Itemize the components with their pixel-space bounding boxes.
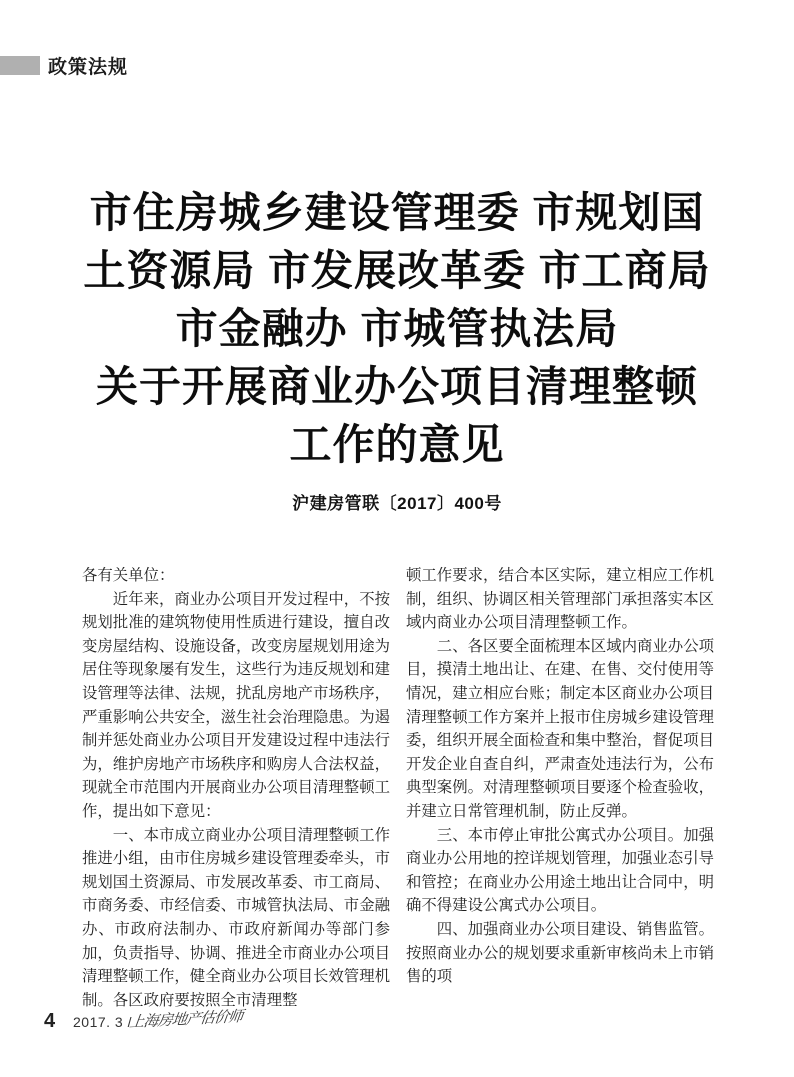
title-line-1: 市住房城乡建设管理委 市规划国	[89, 189, 705, 236]
paragraph-item-3: 三、本市停止审批公寓式办公项目。加强商业办公用地的控详规划管理，加强业态引导和管控；在商业办公用途土地出让合同中，明确不得建设公寓式办公项目。	[406, 826, 714, 915]
title-line-5: 工作的意见	[289, 421, 505, 468]
page-number: 4	[44, 1010, 56, 1032]
body-columns	[82, 564, 714, 1012]
title-line-4: 关于开展商业办公项目清理整顿	[95, 363, 698, 410]
title-line-2: 土资源局 市发展改革委 市工商局	[83, 247, 711, 294]
body-column-left	[82, 564, 390, 1012]
paragraph-item-1: 一、本市成立商业办公项目清理整顿工作推进小组，由市住房城乡建设管理委牵头，市规划国土资源局、市发展改革委、市工商局、市商务委、市经信委、市城管执法局、市金融办、市政府法制办、市政府新闻办等部门参加，负责指导、协调、推进全市商业办公项目清理整顿工作，健全商业办公项目长效管理机制。各区政府要按照全市清理整	[82, 826, 390, 1009]
salutation: 各有关单位：	[82, 567, 175, 584]
paragraph-item-1-continued: 顿工作要求，结合本区实际，建立相应工作机制，组织、协调区相关管理部门承担落实本区域内商业办公项目清理整顿工作。	[406, 567, 714, 632]
body-column-right	[406, 564, 714, 1012]
section-header	[0, 52, 128, 79]
paragraph-item-2: 二、各区要全面梳理本区域内商业办公项目，摸清土地出让、在建、在售、交付使用等情况，建立相应台账；制定本区商业办公项目清理整顿工作方案并上报市住房城乡建设管理委，组织开展全面检查和集中整治，督促项目开发企业自查自纠，严肃查处违法行为，公布典型案例。对清理整顿项目要逐个检查验收，并建立日常管理机制，防止反弹。	[406, 637, 714, 820]
document-number: 沪建房管联〔2017〕400号	[292, 494, 502, 513]
issue-label: 2017. 3 /	[73, 1014, 132, 1030]
paragraph-intro: 近年来，商业办公项目开发过程中，不按规划批准的建筑物使用性质进行建设，擅自改变房屋结构、设施设备，改变房屋规划用途为居住等现象屡有发生，这些行为违反规划和建设管理等法律、法规，扰乱房地产市场秩序，严重影响公共安全，滋生社会治理隐患。为遏制并惩处商业办公项目开发建设过程中违法行为，维护房地产市场秩序和购房人合法权益，现就全市范围内开展商业办公项目清理整顿工作，提出如下意见：	[82, 590, 390, 820]
title-line-3: 市金融办 市城管执法局	[175, 305, 619, 352]
journal-calligraphy-logo: 上海房地产估价师	[128, 1007, 244, 1031]
paragraph-item-4: 四、加强商业办公项目建设、销售监管。按照商业办公的规划要求重新审核尚未上市销售的项	[406, 920, 714, 986]
section-label: 政策法规	[48, 57, 129, 78]
page-footer	[0, 1006, 794, 1046]
document-title	[40, 184, 754, 474]
section-marker-block	[0, 56, 40, 75]
